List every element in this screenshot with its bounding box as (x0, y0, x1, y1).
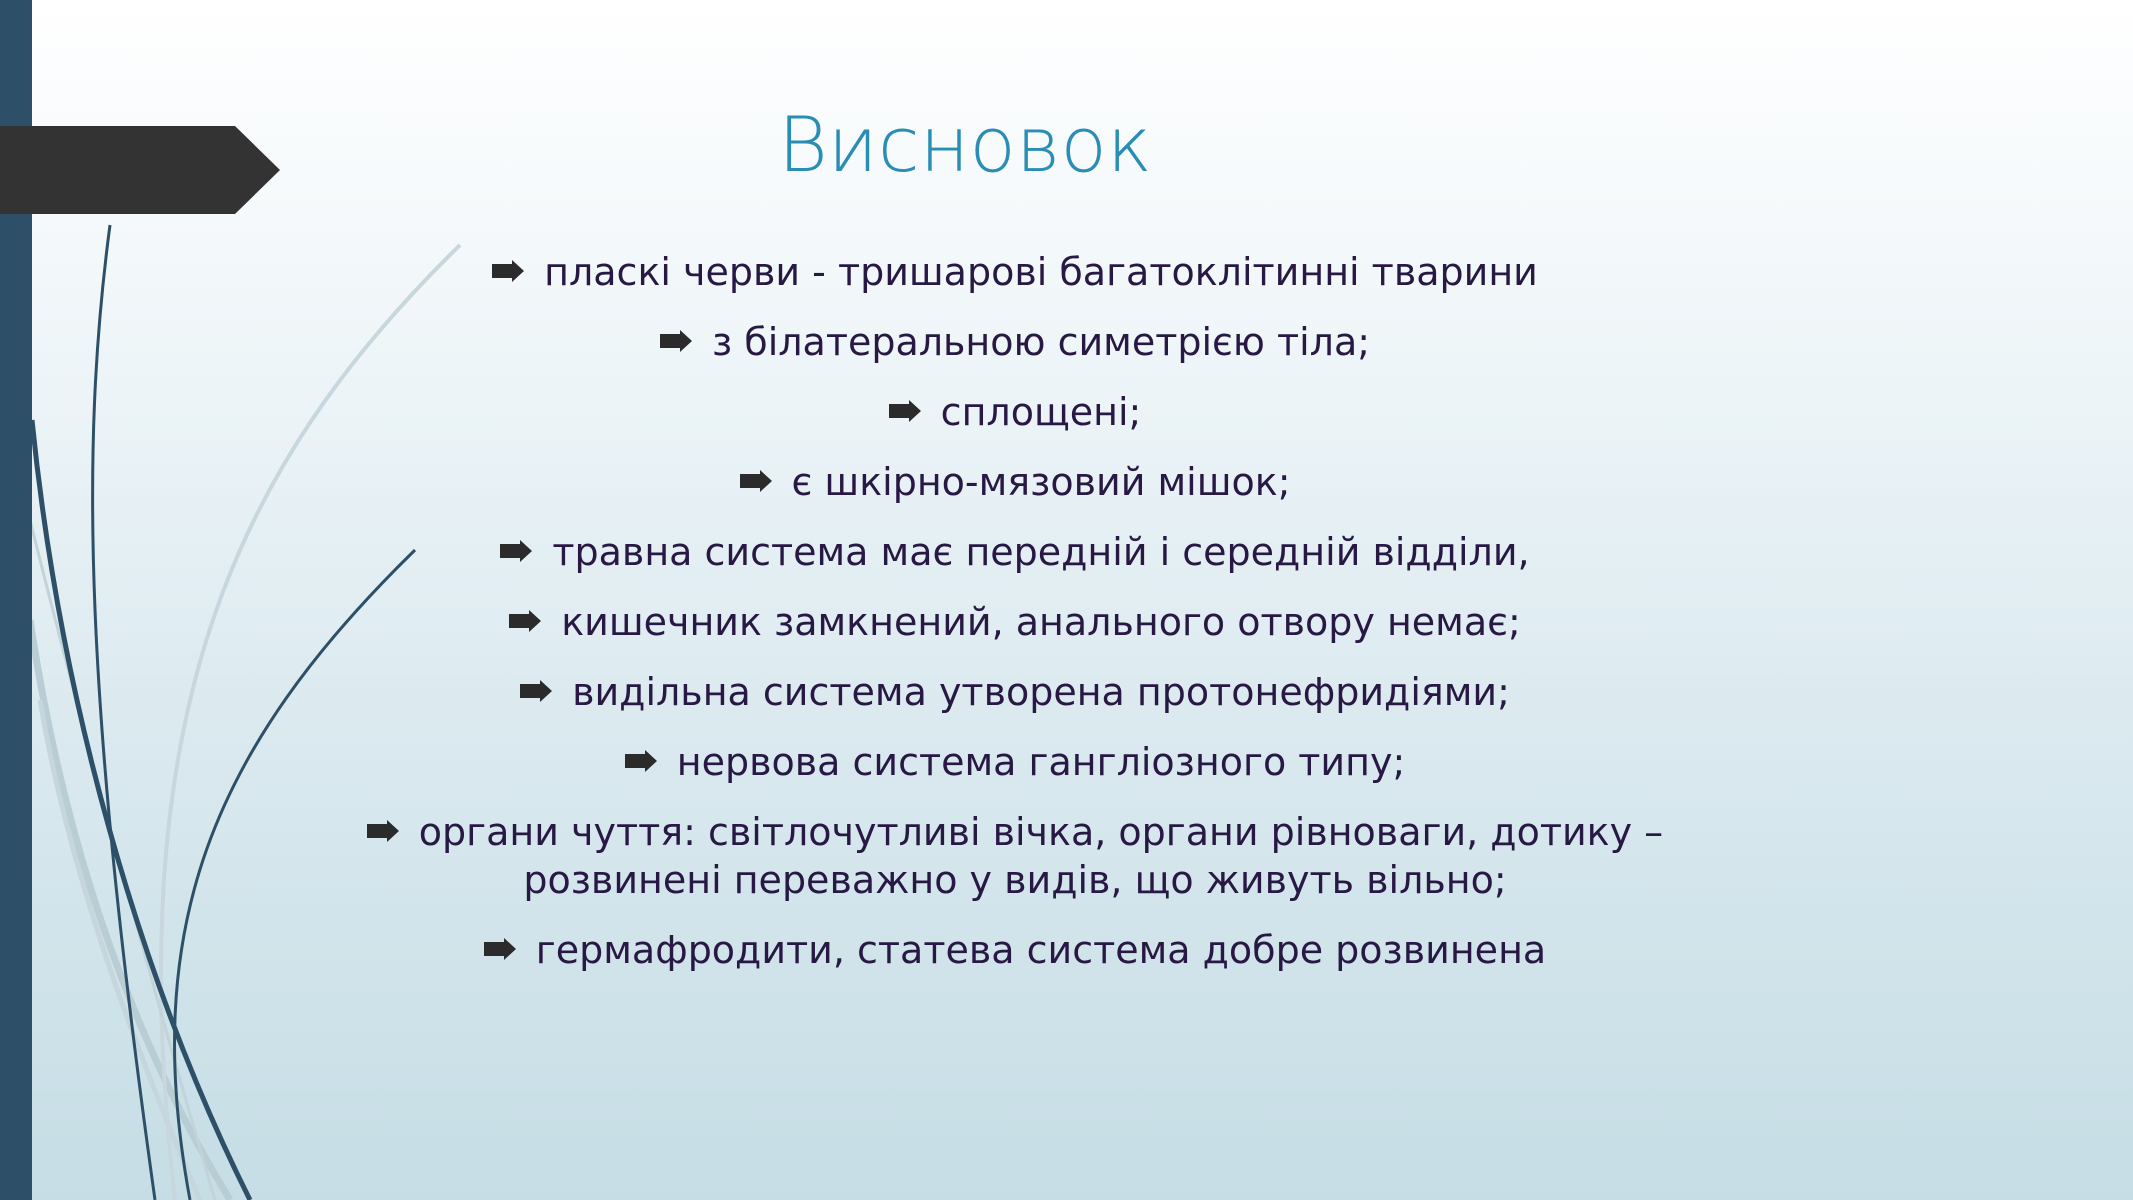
arrow-pointer-icon (367, 820, 399, 842)
arrow-pointer-icon (625, 750, 657, 772)
arrow-pointer-icon (484, 938, 516, 960)
slide-title: Висновок (778, 100, 1152, 189)
arrow-pointer-icon (660, 330, 692, 352)
bullet-list (300, 248, 1730, 996)
list-item-text: є шкірно-мязовий мішок; (791, 460, 1291, 504)
arrow-pointer-icon (492, 260, 524, 282)
list-item-text: видільна система утворена протонефридіями; (572, 670, 1510, 714)
list-item-text: кишечник замкнений, анального отвору немає; (561, 600, 1521, 644)
arrow-pointer-icon (740, 470, 772, 492)
list-item (300, 738, 1730, 786)
list-item (300, 458, 1730, 506)
list-item-text: гермафродити, статева система добре розвинена (535, 928, 1547, 972)
curve-light-1 (30, 620, 230, 1200)
list-item (300, 528, 1730, 576)
list-item (300, 318, 1730, 366)
curve-dark-1 (93, 225, 155, 1200)
list-item (300, 668, 1730, 716)
curve-light-4 (30, 520, 215, 1200)
list-item (300, 248, 1730, 296)
arrow-pointer-icon (509, 610, 541, 632)
list-item-text: органи чуття: світлочутливі вічка, органи рівноваги, дотику – розвинені переважно у видів, що живуть вільно; (418, 810, 1664, 902)
list-item-text: з білатеральною симетрією тіла; (711, 320, 1371, 364)
list-item-text: травна система має передній і середній відділи, (552, 530, 1530, 574)
list-item (300, 388, 1730, 436)
list-item (300, 926, 1730, 974)
list-item (300, 598, 1730, 646)
arrow-pointer-icon (889, 400, 921, 422)
title-tab-arrow (0, 126, 280, 214)
arrow-pointer-icon (520, 680, 552, 702)
list-item-text: пласкі черви - тришарові багатоклітинні тварини (544, 250, 1538, 294)
arrow-pointer-icon (500, 540, 532, 562)
list-item-text: нервова система гангліозного типу; (676, 740, 1406, 784)
list-item-text: сплощені; (940, 390, 1142, 434)
list-item (300, 808, 1730, 904)
